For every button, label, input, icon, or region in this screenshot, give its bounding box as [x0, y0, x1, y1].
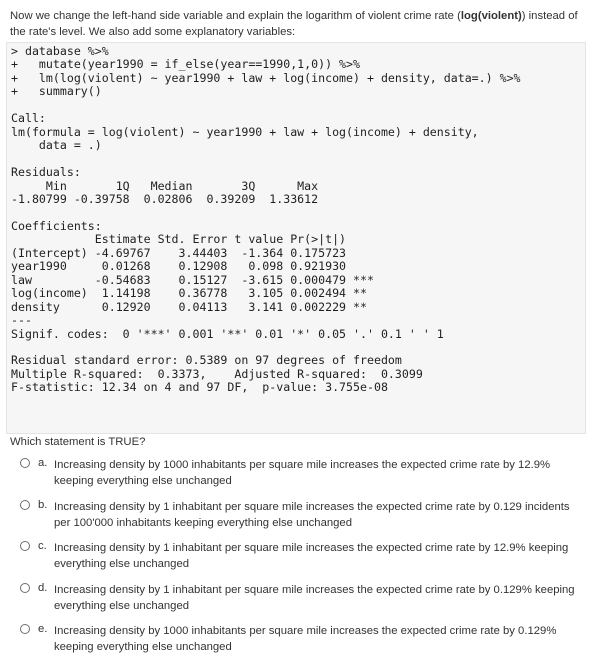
r-output-block — [6, 42, 586, 434]
code-line: Signif. codes: 0 '***' 0.001 '**' 0.01 '*' 0.05 '.' 0.1 ' ' 1 — [11, 326, 444, 341]
option-letter: c. — [38, 540, 47, 553]
code-line: Multiple R-squared: 0.3373, Adjusted R-squared: 0.3099 — [11, 366, 423, 381]
code-line: Call: — [11, 111, 46, 126]
code-line: log(income) 1.14198 0.36778 3.105 0.002494 ** — [11, 286, 367, 301]
code-line: lm(formula = log(violent) ~ year1990 + law + log(income) + density, — [11, 124, 479, 139]
code-line: --- — [11, 313, 32, 328]
question-intro — [10, 8, 585, 40]
intro-bold-term: log(violent) — [460, 10, 522, 22]
option-letter: d. — [38, 581, 48, 594]
radio-button[interactable] — [20, 500, 30, 510]
question-prompt: Which statement is TRUE? — [10, 436, 146, 448]
code-line: Residuals: — [11, 165, 81, 180]
code-line: > database %>% — [11, 44, 109, 58]
code-line: law -0.54683 0.15127 -3.615 0.000479 *** — [11, 272, 374, 287]
code-line: Residual standard error: 0.5389 on 97 degrees of freedom — [11, 353, 402, 368]
code-line: + mutate(year1990 = if_else(year==1990,1,0)) %>% — [11, 57, 361, 72]
code-line: + lm(log(violent) ~ year1990 + law + log(income) + density, data=.) %>% — [11, 70, 521, 85]
option-letter: b. — [38, 498, 48, 511]
option-b[interactable] — [14, 497, 589, 539]
option-a[interactable] — [14, 455, 589, 497]
option-d[interactable] — [14, 580, 589, 622]
option-text[interactable]: Increasing density by 1 inhabitant per square mile increases the expected crime rate by 12.9% keeping everything else unchanged — [54, 542, 569, 571]
code-line: F-statistic: 12.34 on 4 and 97 DF, p-value: 3.755e-08 — [11, 380, 388, 395]
r-code-output — [11, 45, 521, 395]
option-text[interactable]: Increasing density by 1 inhabitant per square mile increases the expected crime rate by 0.129% keeping everything else unchanged — [54, 583, 575, 612]
option-text[interactable]: Increasing density by 1 inhabitant per square mile increases the expected crime rate by 0.129 incidents per 100'000 inhabitants keeping everything else unchanged — [54, 500, 570, 529]
option-c[interactable] — [14, 538, 589, 580]
option-text[interactable]: Increasing density by 1000 inhabitants per square mile increases the expected crime rate by 12.9% keeping everything else unchanged — [54, 459, 551, 487]
radio-button[interactable] — [20, 458, 30, 468]
option-letter: e. — [38, 623, 48, 636]
intro-text-start: Now we change the left-hand side variable and explain the logarithm of violent crime rate ( — [10, 10, 461, 22]
code-line: -1.80799 -0.39758 0.02806 0.39209 1.33612 — [11, 191, 319, 206]
radio-button[interactable] — [20, 583, 30, 593]
radio-button[interactable] — [20, 541, 30, 551]
answer-options — [14, 455, 589, 663]
code-line: Estimate Std. Error t value Pr(>|t|) — [11, 232, 347, 247]
code-line: + summary() — [11, 84, 102, 99]
code-line: density 0.12920 0.04113 3.141 0.002229 ** — [11, 299, 367, 314]
code-line: Coefficients: — [11, 218, 102, 233]
option-letter: a. — [38, 457, 48, 469]
option-e[interactable] — [14, 621, 589, 663]
code-line: data = .) — [11, 138, 102, 153]
code-line: Min 1Q Median 3Q Max — [11, 178, 319, 193]
option-text[interactable]: Increasing density by 1000 inhabitants per square mile increases the expected crime rate by 0.129% keeping everything else unchanged — [54, 625, 557, 654]
code-line: (Intercept) -4.69767 3.44403 -1.364 0.175723 — [11, 245, 347, 260]
intro-text-end: ) instead of the rate's level. We also add some explanatory variables: — [10, 10, 578, 38]
code-line: year1990 0.01268 0.12908 0.098 0.921930 — [11, 259, 347, 274]
radio-button[interactable] — [20, 624, 30, 634]
